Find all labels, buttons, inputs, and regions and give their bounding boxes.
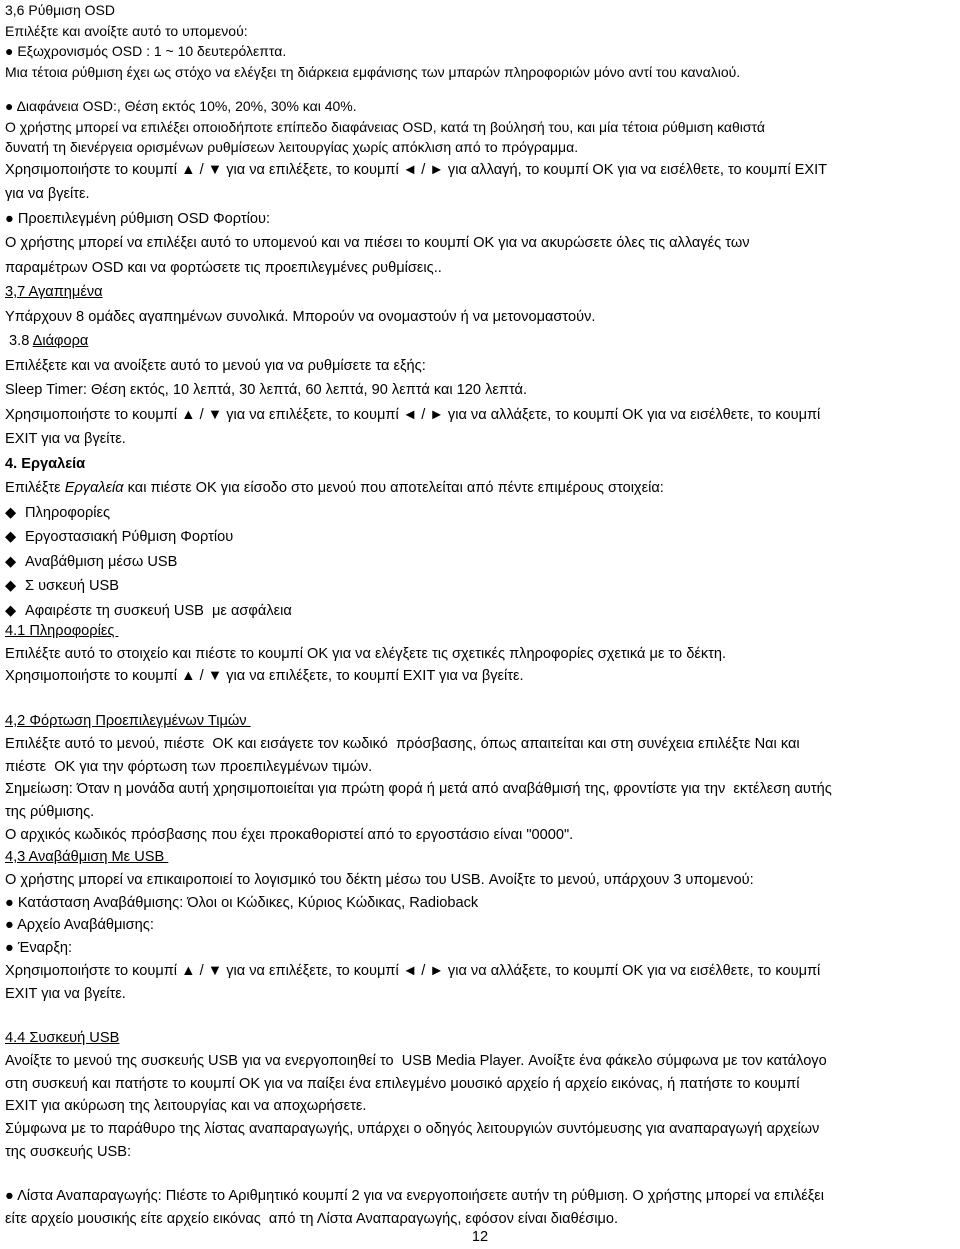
- misc-heading-number: 3.8: [5, 333, 33, 349]
- diamond-bullet-icon: ◆: [5, 602, 17, 619]
- tools-intro-emphasis: Εργαλεία: [64, 480, 124, 496]
- osd-default-desc-2: παραμέτρων OSD και να φορτώσετε τις προεπιλεγμένες ρυθμίσεις..: [5, 259, 442, 276]
- tools-list-item: [5, 525, 955, 550]
- diamond-bullet-icon: ◆: [5, 553, 17, 570]
- tools-heading: 4. Εργαλεία: [5, 455, 86, 472]
- usb-guide-1: Σύμφωνα με το παράθυρο της λίστας αναπαραγωγής, υπάρχει ο οδηγός λειτουργιών συντόμευσης για αναπαραγωγή αρχείων: [5, 1121, 820, 1138]
- diamond-bullet-icon: ◆: [5, 578, 17, 594]
- defaults-desc-2: πιέστε OK για την φόρτωση των προεπιλεγμένων τιμών.: [5, 758, 373, 775]
- main-section: [5, 158, 955, 624]
- upgrade-nav-2: EXIT για να βγείτε.: [5, 985, 126, 1002]
- info-desc: Επιλέξτε αυτό το στοιχείο και πιέστε το κουμπί OK για να ελέγξετε τις σχετικές πληροφορίες σχετικά με το δέκτη.: [5, 645, 727, 662]
- upgrade-file: ● Αρχείο Αναβάθμισης:: [5, 917, 154, 934]
- usb-heading: 4.4 Συσκευή USB: [5, 1030, 120, 1047]
- info-heading: 4.1 Πληροφορίες: [5, 623, 119, 639]
- tools-item-label: Αφαιρέστε τη συσκευή USB με ασφάλεια: [25, 602, 292, 619]
- osd-intro: Επιλέξτε και ανοίξτε αυτό το υπομενού:: [5, 22, 248, 39]
- upgrade-heading: 4,3 Αναβάθμιση Με USB: [5, 849, 169, 866]
- playlist-item-1: ● Λίστα Αναπαραγωγής: Πιέστε το Αριθμητικό κουμπί 2 για να ενεργοποιήσετε αυτήν τη ρύθμιση. Ο χρήστης μπορεί να επιλέξει: [5, 1188, 825, 1205]
- osd-section: [5, 0, 955, 158]
- upgrade-nav-1: Χρησιμοποιήστε το κουμπί ▲ / ▼ για να επιλέξετε, το κουμπί ◄ / ► για να αλλάξετε, το κουμπί OK για να εισέλθετε, το κουμπί: [5, 962, 821, 979]
- tools-list-item: [5, 574, 955, 599]
- favorites-heading: 3,7 Αγαπημένα: [5, 284, 103, 300]
- misc-nav-line-1: Χρησιμοποιήστε το κουμπί ▲ / ▼ για να επιλέξετε, το κουμπί ◄ / ► για να αλλάξετε, το κουμπί OK για να εισέλθετε, το κουμπί: [5, 406, 821, 423]
- playlist-item-2: είτε αρχείο μουσικής είτε αρχείο εικόνας από τη Λίστα Αναπαραγωγής, εφόσον είναι διαθέσιμο.: [5, 1211, 619, 1228]
- upgrade-start: ● Έναρξη:: [5, 940, 73, 957]
- osd-timeout-item: ● Εξωχρονισμός OSD : 1 ~ 10 δευτερόλεπτα.: [5, 43, 287, 59]
- defaults-note-2: της ρύθμισης.: [5, 803, 95, 820]
- defaults-code: Ο αρχικός κωδικός πρόσβασης που έχει προκαθοριστεί από το εργοστάσιο είναι "0000".: [5, 826, 574, 843]
- osd-default-title: ● Προεπιλεγμένη ρύθμιση OSD Φορτίου:: [5, 210, 271, 227]
- defaults-desc-1: Επιλέξτε αυτό το μενού, πιέστε OK και εισάγετε τον κωδικό πρόσβασης, όπως απαιτείται και στη συνέχεια επιλέξτε Ναι και: [5, 735, 800, 752]
- document-page: [5, 0, 955, 1231]
- favorites-desc: Υπάρχουν 8 ομάδες αγαπημένων συνολικά. Μπορούν να ονομαστούν ή να μετονομαστούν.: [5, 308, 596, 325]
- tools-intro: [5, 476, 955, 501]
- usb-desc-2: στη συσκευή και πατήστε το κουμπί OK για να παίξει ένα επιλεγμένο μουσικό αρχείο ή αρχείο εικόνας, ή πατήστε το κουμπί: [5, 1075, 800, 1092]
- tools-list-item: [5, 550, 955, 575]
- upgrade-desc: Ο χρήστης μπορεί να επικαιροποιεί το λογισμικό του δέκτη μέσω του USB. Ανοίξτε το μενού, υπάρχουν 3 υπομενού:: [5, 872, 754, 889]
- osd-heading: 3,6 Ρύθμιση OSD: [5, 2, 115, 18]
- diamond-bullet-icon: ◆: [5, 504, 17, 521]
- tools-item-label: Πληροφορίες: [25, 504, 111, 521]
- defaults-note-1: Σημείωση: Όταν η μονάδα αυτή χρησιμοποιείται για πρώτη φορά ή μετά από αναβάθμισή της, φροντίστε για την εκτέλεση αυτής: [5, 781, 832, 798]
- defaults-heading: 4,2 Φόρτωση Προεπιλεγμένων Τιμών: [5, 713, 251, 730]
- usb-desc-3: EXIT για ακύρωση της λειτουργίας και να αποχωρήσετε.: [5, 1098, 367, 1115]
- tools-list-item: [5, 501, 955, 526]
- osd-timeout-desc: Μια τέτοια ρύθμιση έχει ως στόχο να ελέγξει τη διάρκεια εμφάνισης των μπαρών πληροφοριών μόνο αντί του καναλιού.: [5, 63, 741, 80]
- osd-transparency-desc-1: Ο χρήστης μπορεί να επιλέξει οποιοδήποτε επίπεδο διαφάνειας OSD, κατά τη βούλησή του, και μία τέτοια ρύθμιση καθιστά: [5, 118, 765, 135]
- osd-transparency-desc-2: δυνατή τη διενέργεια ορισμένων ρυθμίσεων λειτουργίας χωρίς απόκλιση από το πρόγραμμα.: [5, 139, 579, 155]
- page-number: 12: [471, 1229, 489, 1245]
- tools-intro-pre: Επιλέξτε: [5, 480, 65, 496]
- diamond-bullet-icon: ◆: [5, 529, 17, 545]
- tools-details-section: [5, 620, 955, 1231]
- osd-transparency-item: ● Διαφάνεια OSD:, Θέση εκτός 10%, 20%, 30% και 40%.: [5, 98, 357, 114]
- usb-desc-1: Ανοίξτε το μενού της συσκευής USB για να ενεργοποιηθεί το USB Media Player. Ανοίξτε ένα φάκελο σύμφωνα με τον κατάλογο: [5, 1052, 827, 1069]
- misc-intro: Επιλέξετε και να ανοίξετε αυτό το μενού για να ρυθμίσετε τα εξής:: [5, 357, 426, 374]
- misc-heading-word: Διάφορα: [32, 333, 89, 349]
- osd-default-desc-1: Ο χρήστης μπορεί να επιλέξει αυτό το υπομενού και να πιέσει το κουμπί OK για να ακυρώσετε όλες τις αλλαγές των: [5, 235, 750, 251]
- misc-nav-line-2: EXIT για να βγείτε.: [5, 431, 126, 447]
- info-nav: Χρησιμοποιήστε το κουμπί ▲ / ▼ για να επιλέξετε, το κουμπί EXIT για να βγείτε.: [5, 668, 524, 685]
- sleep-timer-line: Sleep Timer: Θέση εκτός, 10 λεπτά, 30 λεπτά, 60 λεπτά, 90 λεπτά και 120 λεπτά.: [5, 382, 528, 398]
- usb-guide-2: της συσκευής USB:: [5, 1143, 132, 1160]
- osd-nav-line-2: για να βγείτε.: [5, 186, 90, 202]
- tools-item-label: Εργοστασιακή Ρύθμιση Φορτίου: [25, 529, 234, 545]
- tools-intro-post: και πιέστε OK για είσοδο στο μενού που αποτελείται από πέντε επιμέρους στοιχεία:: [123, 480, 664, 496]
- tools-item-label: Αναβάθμιση μέσω USB: [25, 553, 178, 570]
- tools-item-label: Σ υσκευή USB: [25, 578, 120, 594]
- upgrade-mode: ● Κατάσταση Αναβάθμισης: Όλοι οι Κώδικες, Κύριος Κώδικας, Radioback: [5, 894, 479, 911]
- misc-heading: [5, 329, 955, 354]
- osd-nav-line-1: Χρησιμοποιήστε το κουμπί ▲ / ▼ για να επιλέξετε, το κουμπί ◄ / ► για αλλαγή, το κουμπί OK για να εισέλθετε, το κουμπί EXIT: [5, 161, 828, 178]
